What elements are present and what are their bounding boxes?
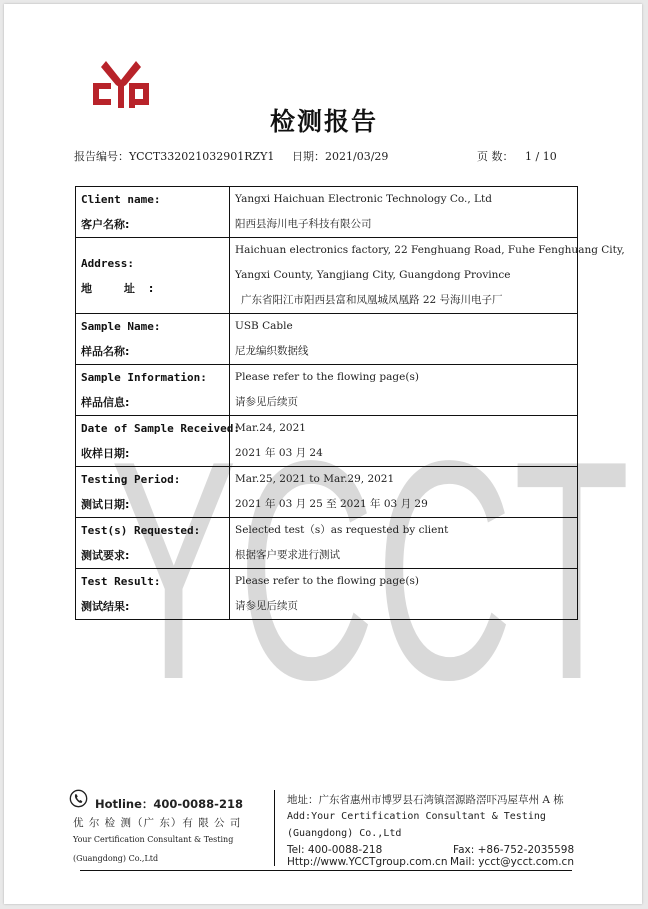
- address-cn: 地址：广东省惠州市博罗县石湾镇滘源路滘吓冯屋草州 A 栋: [287, 794, 564, 806]
- phone-icon: [69, 789, 88, 808]
- row-value: [230, 467, 578, 518]
- report-page: [4, 4, 642, 904]
- page-count: [477, 148, 557, 164]
- label-en: Client name:: [81, 193, 161, 206]
- value-line: Haichuan electronics factory, 22 Fenghuang Road, Fuhe Fenghuang City,: [235, 244, 625, 256]
- email-link[interactable]: Mail: ycct@ycct.com.cn: [450, 856, 574, 868]
- table-row-test-result: [76, 569, 578, 620]
- report-number: 报告编号：YCCT332021032901RZY1: [74, 150, 275, 163]
- value-line: 阳西县海川电子科技有限公司: [235, 218, 372, 230]
- row-label: [76, 238, 230, 314]
- label-cn: 测试结果:: [81, 600, 130, 613]
- value-line: 尼龙编织数据线: [235, 345, 309, 357]
- value-line: 根据客户要求进行测试: [235, 549, 340, 561]
- value-line: Please refer to the flowing page(s): [235, 575, 419, 587]
- watermark-text: YCCT: [110, 397, 630, 745]
- address-en-2: (Guangdong) Co.,Ltd: [287, 828, 402, 839]
- label-cn: 测试日期:: [81, 498, 130, 511]
- label-cn: 地 址:: [81, 281, 168, 295]
- table-row-sample-name: [76, 314, 578, 365]
- row-label: [76, 467, 230, 518]
- row-value: [230, 416, 578, 467]
- label-cn: 样品信息:: [81, 396, 130, 409]
- company-name-en-2: (Guangdong) Co.,Ltd: [73, 854, 159, 863]
- report-info-table: [75, 186, 625, 620]
- label-cn: 收样日期:: [81, 447, 130, 460]
- table-row-sample-info: [76, 365, 578, 416]
- table-row-client: [76, 187, 578, 238]
- label-cn: 测试要求:: [81, 549, 130, 562]
- value-line: Mar.24, 2021: [235, 422, 306, 434]
- page-count-value: 1 / 10: [525, 150, 557, 163]
- address-en-1: Add:Your Certification Consultant & Testing: [287, 811, 546, 822]
- report-date: 日期：2021/03/29: [292, 150, 389, 163]
- row-value: [230, 238, 625, 314]
- row-label: [76, 518, 230, 569]
- row-label: [76, 365, 230, 416]
- value-line: Please refer to the flowing page(s): [235, 371, 419, 383]
- company-name-cn: 优 尔 检 测（广 东）有 限 公 司: [73, 817, 242, 829]
- value-line: Selected test（s）as requested by client: [235, 524, 449, 536]
- value-line: 广东省阳江市阳西县富和凤凰城凤凰路 22 号海川电子厂: [241, 294, 503, 306]
- hotline: Hotline：400-0088-218: [95, 797, 243, 811]
- value-line: 2021 年 03 月 25 至 2021 年 03 月 29: [235, 498, 428, 510]
- table-row-address: [76, 238, 578, 314]
- label-en: Testing Period:: [81, 473, 181, 486]
- fax: Fax: +86-752-2035598: [453, 844, 575, 856]
- row-label: [76, 314, 230, 365]
- row-label: [76, 569, 230, 620]
- label-cn: 客户名称:: [81, 218, 130, 231]
- row-label: [76, 187, 230, 238]
- label-en: Sample Name:: [81, 320, 161, 333]
- label-en: Address:: [81, 256, 134, 270]
- value-line: Yangxi Haichuan Electronic Technology Co., Ltd: [235, 193, 492, 205]
- label-en: Test Result:: [81, 575, 161, 588]
- table-row-testing-period: [76, 467, 578, 518]
- row-value: [230, 365, 578, 416]
- row-label: [76, 416, 240, 467]
- footer-divider: [274, 790, 275, 866]
- tel: Tel: 400-0088-218: [287, 844, 383, 856]
- table-row-date-received: [76, 416, 578, 467]
- value-line: Mar.25, 2021 to Mar.29, 2021: [235, 473, 395, 485]
- value-line: USB Cable: [235, 320, 293, 332]
- footer-rule: [80, 870, 572, 871]
- label-en: Sample Information:: [81, 371, 207, 384]
- table-row-tests-requested: [76, 518, 578, 569]
- label-en: Date of Sample Received:: [81, 422, 240, 435]
- website-link[interactable]: Http://www.YCCTgroup.com.cn: [287, 856, 448, 868]
- row-value: [230, 314, 578, 365]
- page-count-label: 页 数：: [477, 150, 514, 163]
- row-value: [230, 569, 578, 620]
- company-name-en-1: Your Certification Consultant & Testing: [73, 835, 234, 844]
- value-line: Yangxi County, Yangjiang City, Guangdong Province: [235, 269, 511, 281]
- row-value: [230, 518, 578, 569]
- label-cn: 样品名称:: [81, 345, 130, 358]
- value-line: 请参见后续页: [235, 396, 298, 408]
- row-value: [230, 187, 578, 238]
- value-line: 2021 年 03 月 24: [235, 447, 323, 459]
- label-en: Test(s) Requested:: [81, 524, 201, 537]
- report-title: 检测报告: [269, 107, 378, 136]
- value-line: 请参见后续页: [235, 600, 298, 612]
